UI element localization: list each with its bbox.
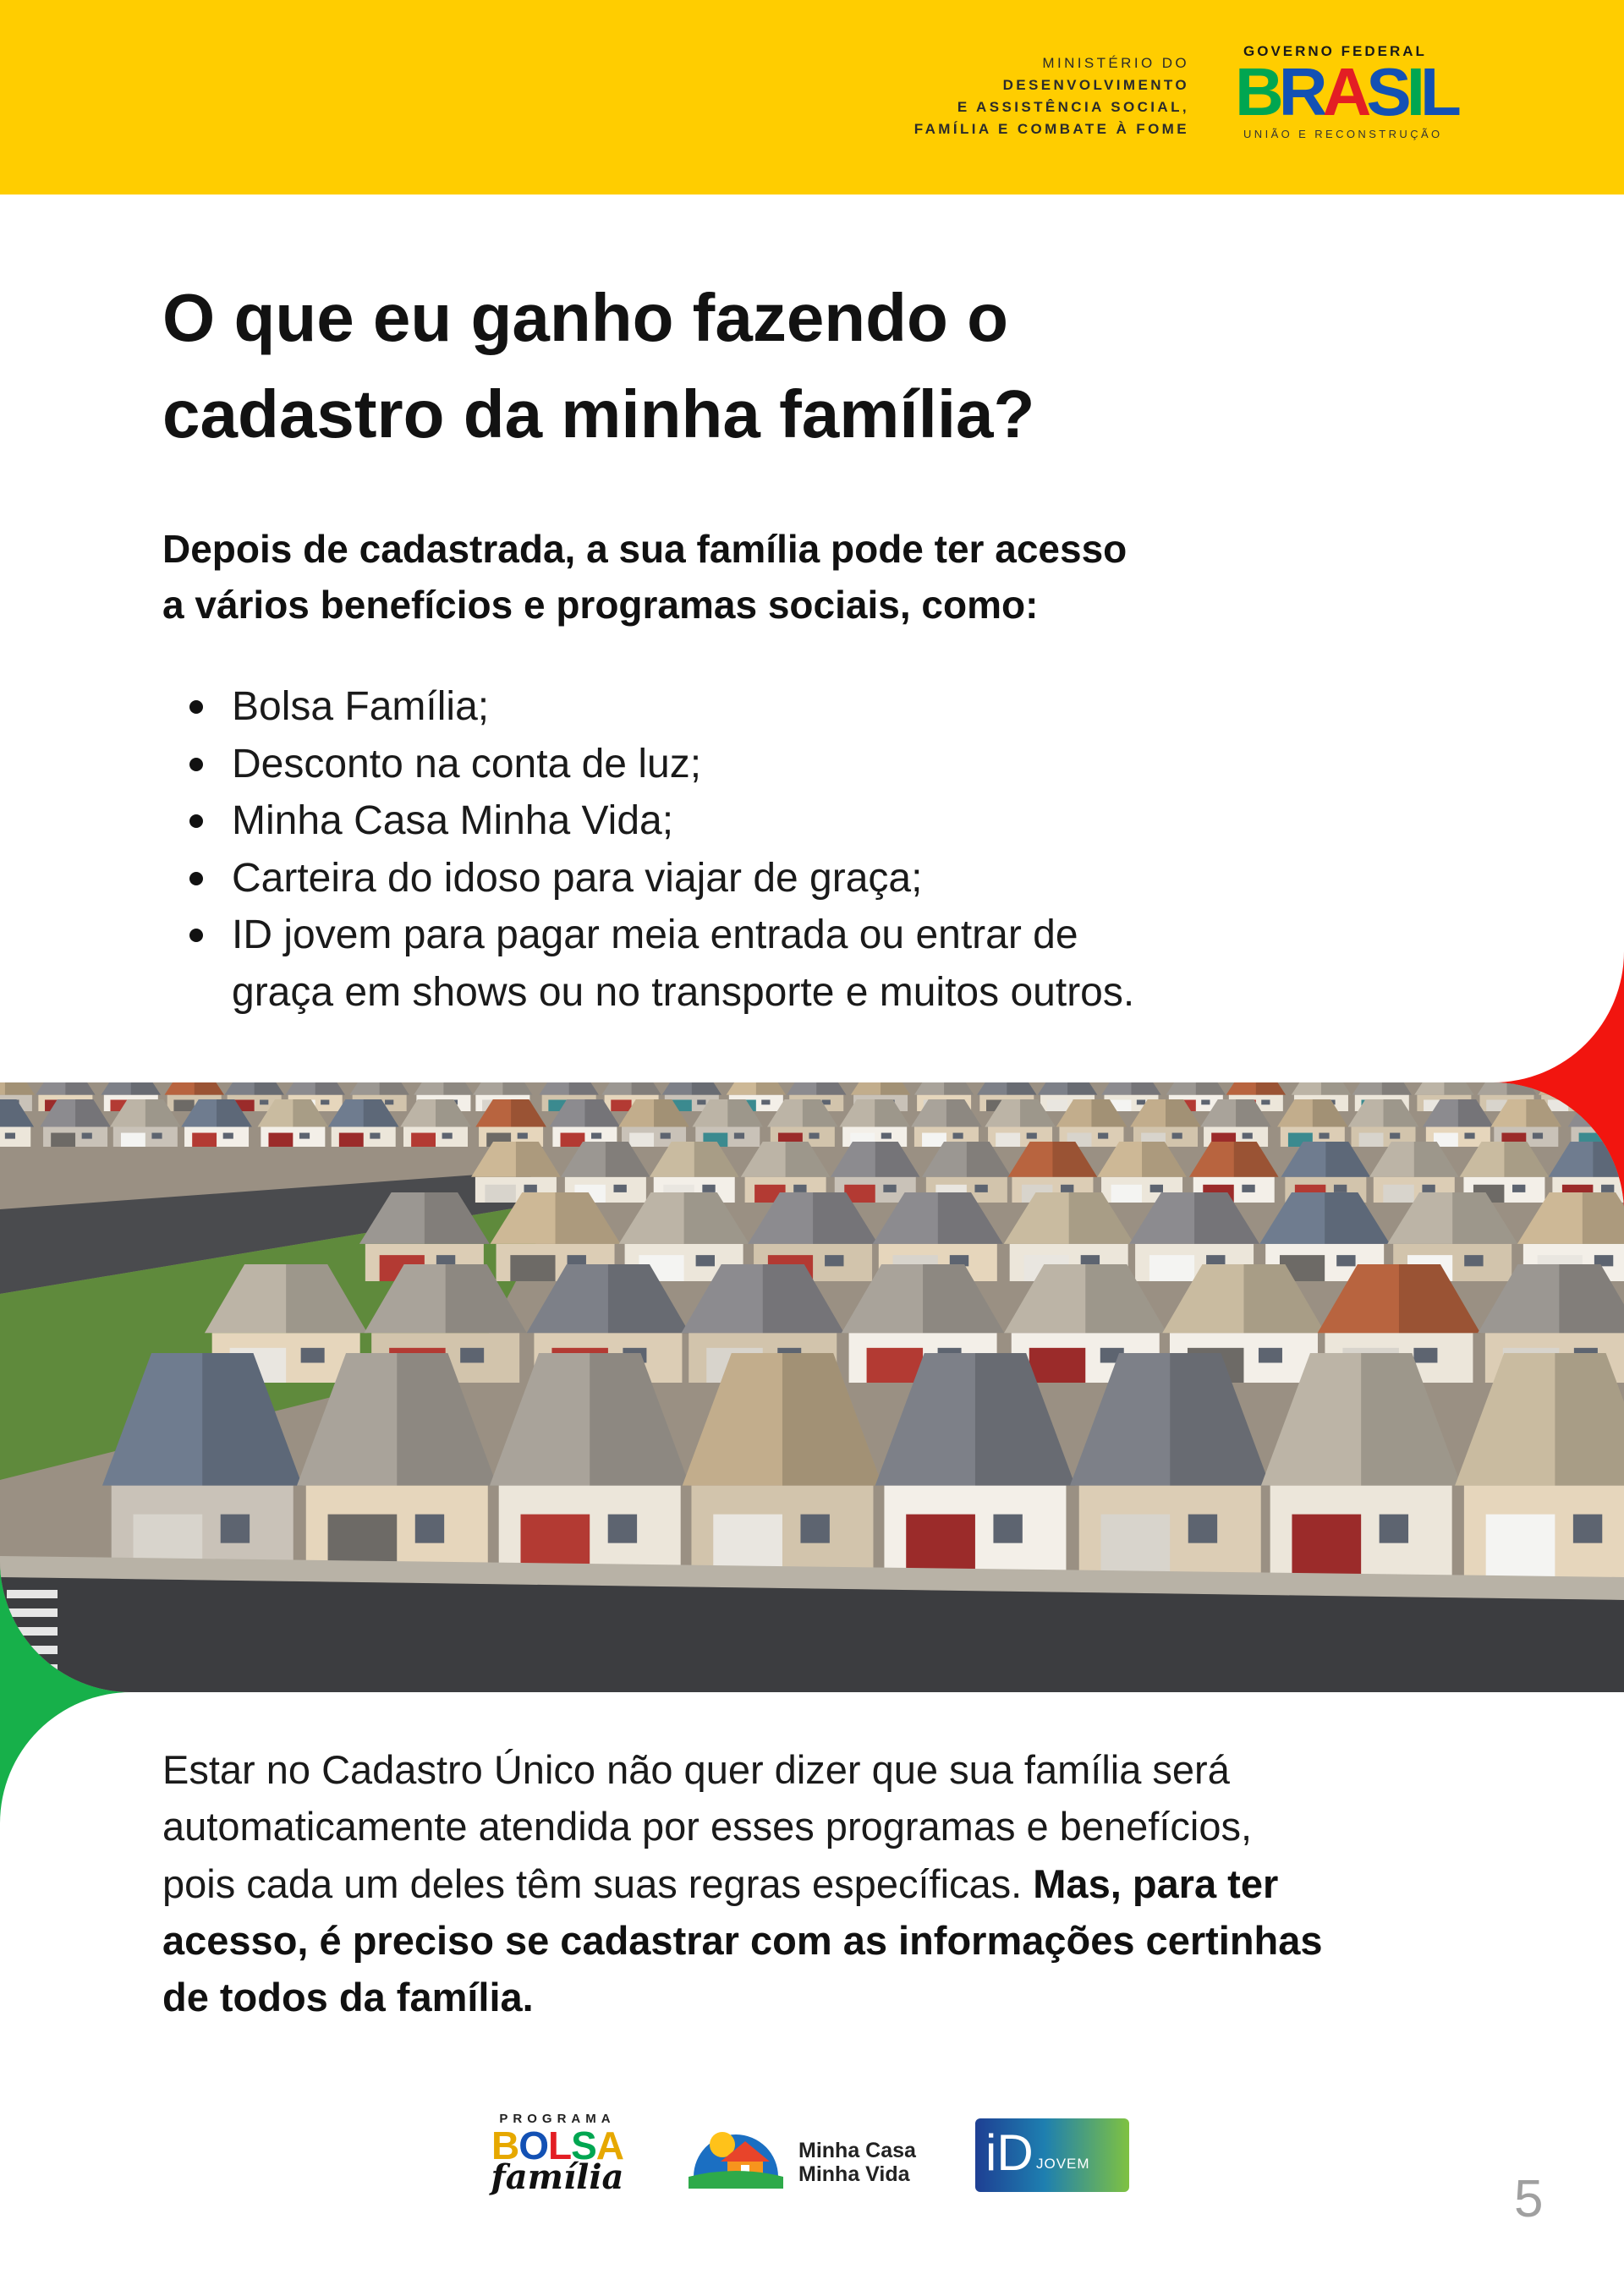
house-gate	[1029, 1348, 1086, 1383]
house-gate	[1149, 1255, 1194, 1281]
house-window	[881, 1133, 892, 1139]
cadastro-note	[162, 1741, 1323, 2025]
page-number: 5	[1514, 2170, 1544, 2228]
house-window	[5, 1133, 15, 1139]
house-window	[993, 1515, 1022, 1543]
intro-text	[162, 521, 1127, 633]
ministry-line: DESENVOLVIMENTO	[1002, 77, 1189, 93]
house-window	[301, 1348, 325, 1363]
house-window	[1464, 1255, 1483, 1266]
list-item-text: Bolsa Família;	[232, 684, 490, 729]
house-window	[1390, 1133, 1400, 1139]
ministry-line: FAMÍLIA E COMBATE À FOME	[914, 121, 1189, 137]
house-window	[883, 1185, 896, 1192]
house-window	[661, 1133, 671, 1139]
house-window	[1061, 1185, 1073, 1192]
list-item-text: Minha Casa Minha Vida;	[232, 798, 674, 843]
id-jovem-logo	[975, 2118, 1129, 2192]
note-text-bold: Mas, para ter	[1033, 1860, 1279, 1906]
house-gate	[121, 1133, 145, 1147]
brasil-letter: R	[1278, 54, 1323, 129]
house-window	[1201, 1099, 1210, 1104]
list-item	[162, 736, 1134, 793]
bolsa-familia-logo	[483, 2112, 632, 2195]
house-gate	[192, 1133, 217, 1147]
bolsa-familia-script: família	[491, 2157, 624, 2197]
ministry-line: MINISTÉRIO DO	[1042, 55, 1189, 71]
house-gate	[173, 1099, 194, 1111]
mcmv-line: Minha Casa	[798, 2139, 916, 2162]
gov-logo-top-text: GOVERNO FEDERAL	[1243, 43, 1427, 59]
house-gate	[1359, 1133, 1384, 1147]
house-gate	[629, 1133, 654, 1147]
house-window	[1319, 1133, 1329, 1139]
house-window	[1137, 1099, 1145, 1104]
bolsa-letter: B	[491, 2123, 519, 2167]
house-window	[696, 1255, 715, 1266]
brasil-wordmark	[1235, 54, 1457, 129]
aerial-houses-image	[0, 1082, 1624, 1692]
house-window	[608, 1515, 637, 1543]
house-gate	[1292, 1515, 1361, 1581]
list-item-text: Carteira do idoso para viajar de graça;	[232, 855, 923, 901]
list-item	[162, 850, 1134, 907]
note-line: Estar no Cadastro Único não quer dizer que sua família será	[162, 1747, 1230, 1792]
benefits-list	[162, 678, 1134, 1021]
brasil-letter: S	[1366, 54, 1407, 129]
house-gate	[485, 1185, 515, 1203]
mcmv-line: Minha Vida	[798, 2162, 910, 2186]
list-item	[162, 907, 1134, 1021]
house-window	[385, 1099, 393, 1104]
bullet-icon	[189, 700, 203, 714]
bullet-icon	[189, 872, 203, 885]
house-window	[1243, 1133, 1253, 1139]
house-window	[809, 1133, 819, 1139]
list-item	[162, 792, 1134, 850]
house-window	[591, 1133, 601, 1139]
bolsa-familia-logo-top: PROGRAMA	[499, 2112, 616, 2126]
house-window	[1334, 1185, 1347, 1192]
house-window	[1512, 1185, 1525, 1192]
note-text-regular: pois cada um deles têm suas regras específicas.	[162, 1860, 1023, 1906]
bullet-icon	[189, 758, 203, 771]
house-gate	[411, 1133, 436, 1147]
house-gate	[996, 1133, 1020, 1147]
house-window	[613, 1185, 626, 1192]
house-gate	[339, 1133, 364, 1147]
ministry-name	[914, 52, 1189, 140]
house-gate	[510, 1255, 555, 1281]
crosswalk-stripe	[7, 1608, 58, 1617]
house-window	[1573, 1515, 1602, 1543]
house-window	[260, 1099, 268, 1104]
bullet-icon	[189, 814, 203, 828]
house-window	[793, 1185, 806, 1192]
gov-logo-tagline: UNIÃO E RECONSTRUÇÃO	[1243, 128, 1443, 140]
housing-photo	[0, 1082, 1624, 1692]
header-bar	[0, 0, 1624, 195]
bolsa-letter: S	[571, 2123, 596, 2167]
house-window	[321, 1099, 329, 1104]
house-window	[1259, 1348, 1282, 1363]
list-item-text: ID jovem para pagar meia entrada ou entrar de	[232, 912, 1078, 957]
house-window	[460, 1348, 484, 1363]
house-gate	[611, 1099, 631, 1111]
house-gate	[1111, 1185, 1142, 1203]
governo-federal-logo	[1235, 42, 1455, 142]
house-window	[524, 1185, 536, 1192]
house-window	[1150, 1185, 1163, 1192]
house-window	[702, 1185, 715, 1192]
house-window	[1422, 1185, 1435, 1192]
house-window	[1261, 1099, 1270, 1104]
bolsa-letter: A	[595, 2123, 624, 2167]
house-gate	[1383, 1185, 1413, 1203]
intro-line: Depois de cadastrada, a sua família pode ter acesso	[162, 527, 1127, 571]
house-window	[1380, 1515, 1408, 1543]
house-window	[299, 1133, 310, 1139]
list-item	[162, 678, 1134, 736]
house-window	[223, 1133, 233, 1139]
house-window	[800, 1515, 829, 1543]
list-item-text: graça em shows ou no transporte e muitos outros.	[232, 969, 1135, 1015]
house-window	[1098, 1133, 1108, 1139]
house-gate	[867, 1348, 924, 1383]
house-window	[82, 1133, 92, 1139]
house-gate	[1047, 1099, 1067, 1111]
brasil-letter: L	[1419, 54, 1457, 129]
page-title-line: O que eu ganho fazendo o	[162, 280, 1008, 355]
roof-shade	[1583, 1192, 1624, 1244]
house-window	[415, 1515, 444, 1543]
house-window	[1533, 1133, 1543, 1139]
house-window	[151, 1133, 162, 1139]
house-window	[370, 1133, 380, 1139]
minha-casa-minha-vida-icon	[689, 2116, 783, 2189]
house-gate	[1486, 1515, 1555, 1581]
house-window	[442, 1133, 453, 1139]
id-jovem-logo-jovem: JOVEM	[1036, 2156, 1090, 2172]
house-gate	[268, 1133, 293, 1147]
house-window	[1172, 1133, 1182, 1139]
house-window	[1188, 1515, 1217, 1543]
house-window	[953, 1133, 963, 1139]
house-window	[761, 1099, 770, 1104]
note-line: automaticamente atendida por esses programas e benefícios,	[162, 1804, 1253, 1849]
list-item-text: Desconto na conta de luz;	[232, 741, 702, 786]
page-title	[162, 270, 1034, 463]
house-window	[1464, 1133, 1474, 1139]
ministry-line: E ASSISTÊNCIA SOCIAL,	[957, 99, 1189, 115]
house-window	[1336, 1255, 1355, 1266]
brasil-letter: I	[1406, 54, 1420, 129]
house-window	[1027, 1133, 1037, 1139]
house-window	[697, 1099, 705, 1104]
house-window	[1601, 1185, 1614, 1192]
house-window	[1242, 1185, 1254, 1192]
house-window	[1413, 1348, 1437, 1363]
page-title-line: cadastro da minha família?	[162, 376, 1035, 452]
house-wall	[0, 1126, 30, 1147]
house-window	[221, 1515, 250, 1543]
note-line	[162, 1855, 1323, 1912]
intro-line: a vários benefícios e programas sociais, como:	[162, 583, 1039, 627]
note-line-bold: acesso, é preciso se cadastrar com as informações certinhas	[162, 1917, 1323, 1963]
brasil-letter: B	[1235, 54, 1279, 129]
house-window	[974, 1185, 987, 1192]
bullet-icon	[189, 929, 203, 942]
house-window	[734, 1133, 744, 1139]
house-gate	[51, 1133, 75, 1147]
house-window	[825, 1255, 843, 1266]
bolsa-letter: O	[518, 2123, 548, 2167]
bolsa-letter: L	[547, 2123, 572, 2167]
house-window	[518, 1133, 528, 1139]
id-jovem-logo-id: iD	[985, 2124, 1034, 2181]
note-line-bold: de todos da família.	[162, 1975, 534, 2020]
crosswalk-stripe	[7, 1590, 58, 1598]
minha-casa-minha-vida-logo-text	[798, 2139, 916, 2186]
brasil-letter: A	[1322, 54, 1367, 129]
